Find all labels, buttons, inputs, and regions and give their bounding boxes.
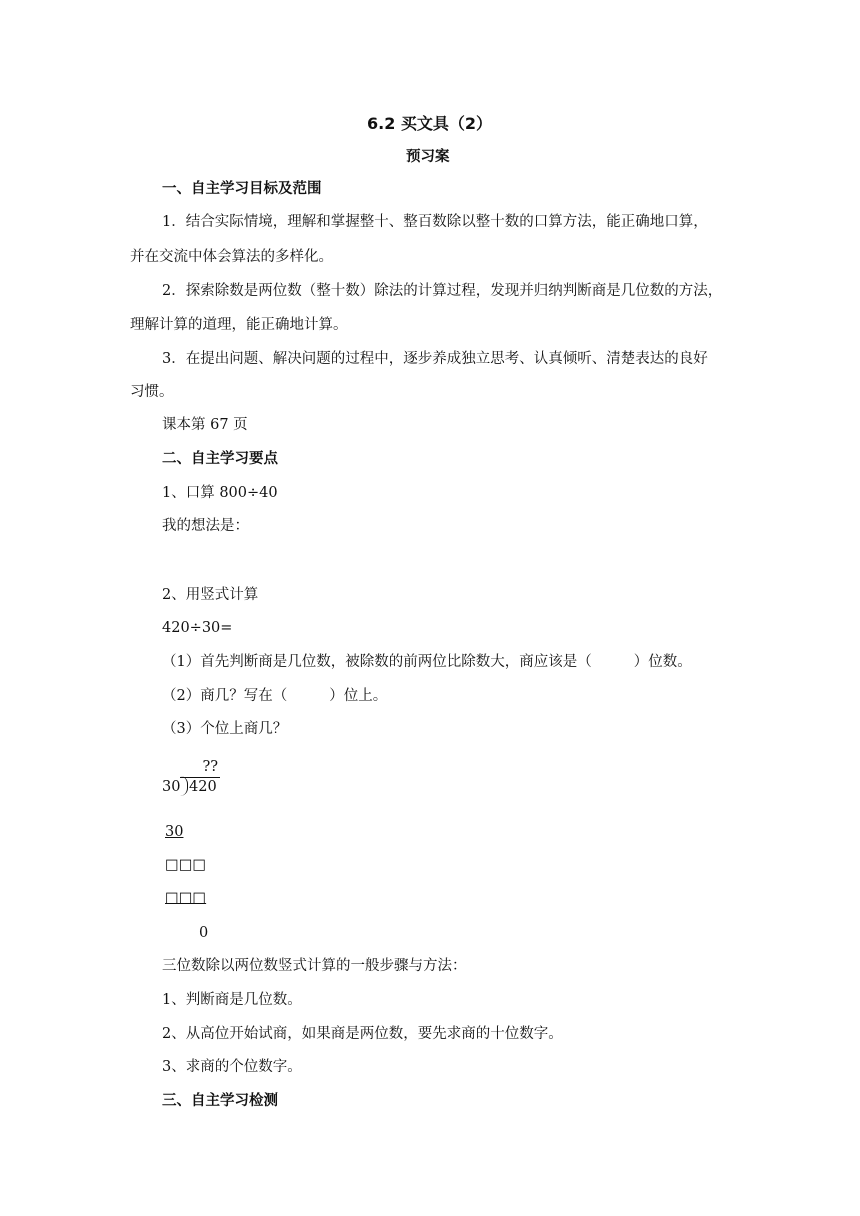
textbook-range: 课本第 67 页 — [162, 417, 248, 433]
objective-2-line2: 理解计算的道理，能正确地计算。 — [130, 317, 348, 333]
mental-calc-prompt: 1、口算 800÷40 — [162, 485, 278, 501]
my-idea-label: 我的想法是： — [162, 518, 249, 534]
section3-heading: 三、自主学习检测 — [162, 1093, 278, 1109]
question-2-text: （2）商几？写在（ — [162, 688, 288, 704]
objective-1-line2: 并在交流中体会算法的多样化。 — [130, 249, 333, 265]
vertical-calc-prompt: 2、用竖式计算 — [162, 587, 259, 603]
method-summary: 三位数除以两位数竖式计算的一般步骤与方法： — [162, 958, 467, 974]
division-step-1: 30 — [165, 824, 184, 840]
question-1-text: （1）首先判断商是几位数，被除数的前两位比除数大，商应该是（ — [162, 654, 592, 670]
method-step-3: 3、求商的个位数字。 — [162, 1059, 302, 1075]
objective-3-line1: 3．在提出问题、解决问题的过程中，逐步养成独立思考、认真倾听、清楚表达的良好 — [162, 351, 708, 367]
section2-heading: 二、自主学习要点 — [162, 451, 278, 467]
division-quotient: ?? — [180, 760, 220, 778]
objective-1-line1: 1．结合实际情境，理解和掌握整十、整百数除以整十数的口算方法，能正确地口算， — [162, 214, 708, 230]
method-step-1: 1、判断商是几位数。 — [162, 992, 302, 1008]
question-2 — [162, 689, 387, 704]
question-1-end: ）位数。 — [633, 654, 692, 670]
question-3: （3）个位上商几？ — [162, 721, 288, 737]
objective-3-line2: 习惯。 — [130, 384, 174, 400]
division-remainder: 0 — [199, 925, 209, 941]
question-2-end: ）位上。 — [329, 688, 388, 704]
method-step-2: 2、从高位开始试商，如果商是两位数，要先求商的十位数字。 — [162, 1026, 563, 1042]
page-title: 6.2 买文具（2） — [367, 114, 493, 133]
division-boxes-2: □□□ — [165, 890, 207, 906]
objective-2-line1: 2．探索除数是两位数（整十数）除法的计算过程，发现并归纳判断商是几位数的方法， — [162, 283, 723, 299]
section1-heading: 一、自主学习目标及范围 — [162, 181, 322, 197]
question-1 — [162, 655, 692, 670]
page-subtitle: 预习案 — [406, 149, 450, 165]
division-divisor: 30 — [162, 779, 181, 795]
division-expression: 420÷30= — [162, 620, 233, 636]
division-dividend: 420 — [189, 779, 217, 795]
division-boxes-1: □□□ — [165, 857, 207, 873]
division-bracket — [180, 776, 188, 796]
